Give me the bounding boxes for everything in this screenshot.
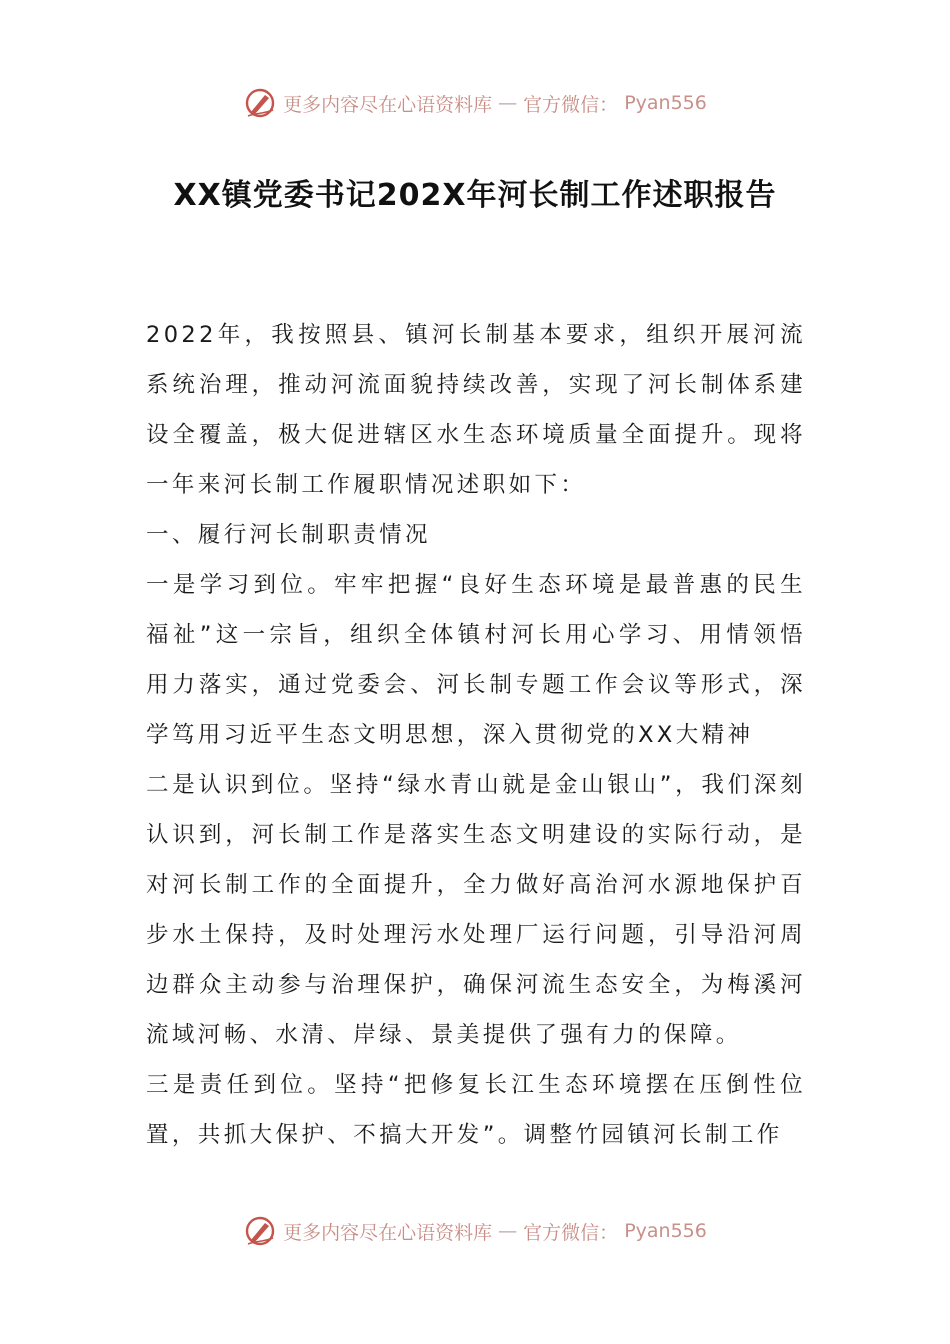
watermark-separator: — <box>498 92 518 114</box>
watermark-account-id: Pyan556 <box>624 92 707 114</box>
paragraph-study: 一是学习到位。牢牢把握“良好生态环境是最普惠的民生福祉”这一宗旨，组织全体镇村河长用心学习、用情领悟用力落实，通过党委会、河长制专题工作会议等形式，深学笃用习近平生态文明思想，深入贯彻党的XX大精神 <box>146 572 806 748</box>
document-body <box>146 310 806 1160</box>
footer-watermark <box>0 1211 950 1251</box>
section-heading: 一、履行河长制职责情况 <box>146 522 431 548</box>
paragraph-intro: 2022年，我按照县、镇河长制基本要求，组织开展河流系统治理，推动河流面貌持续改善，实现了河长制体系建设全覆盖，极大促进辖区水生态环境质量全面提升。现将一年来河长制工作履职情况述职如下： <box>146 322 806 498</box>
paragraph-responsibility: 三是责任到位。坚持“把修复长江生态环境摆在压倒性位置，共抓大保护、不搞大开发”。调整竹园镇河长制工作 <box>146 1072 806 1148</box>
watermark-account-id: Pyan556 <box>624 1220 707 1242</box>
pen-logo-icon <box>243 1214 277 1248</box>
document-title: XX镇党委书记202X年河长制工作述职报告 <box>173 178 777 213</box>
pen-logo-icon <box>243 86 277 120</box>
watermark-account-label: 官方微信： <box>523 93 619 116</box>
watermark-account-label: 官方微信： <box>523 1221 619 1244</box>
header-watermark <box>0 83 950 123</box>
paragraph-awareness: 二是认识到位。坚持“绿水青山就是金山银山”，我们深刻认识到，河长制工作是落实生态文明建设的实际行动，是对河长制工作的全面提升，全力做好高治河水源地保护百步水土保持，及时处理污水处理厂运行问题，引导沿河周边群众主动参与治理保护，确保河流生态安全，为梅溪河流域河畅、水清、岸绿、景美提供了强有力的保障。 <box>146 772 806 1048</box>
watermark-separator: — <box>498 1220 518 1242</box>
watermark-text: 更多内容尽在心语资料库 <box>283 1221 493 1244</box>
watermark-text: 更多内容尽在心语资料库 <box>283 93 493 116</box>
